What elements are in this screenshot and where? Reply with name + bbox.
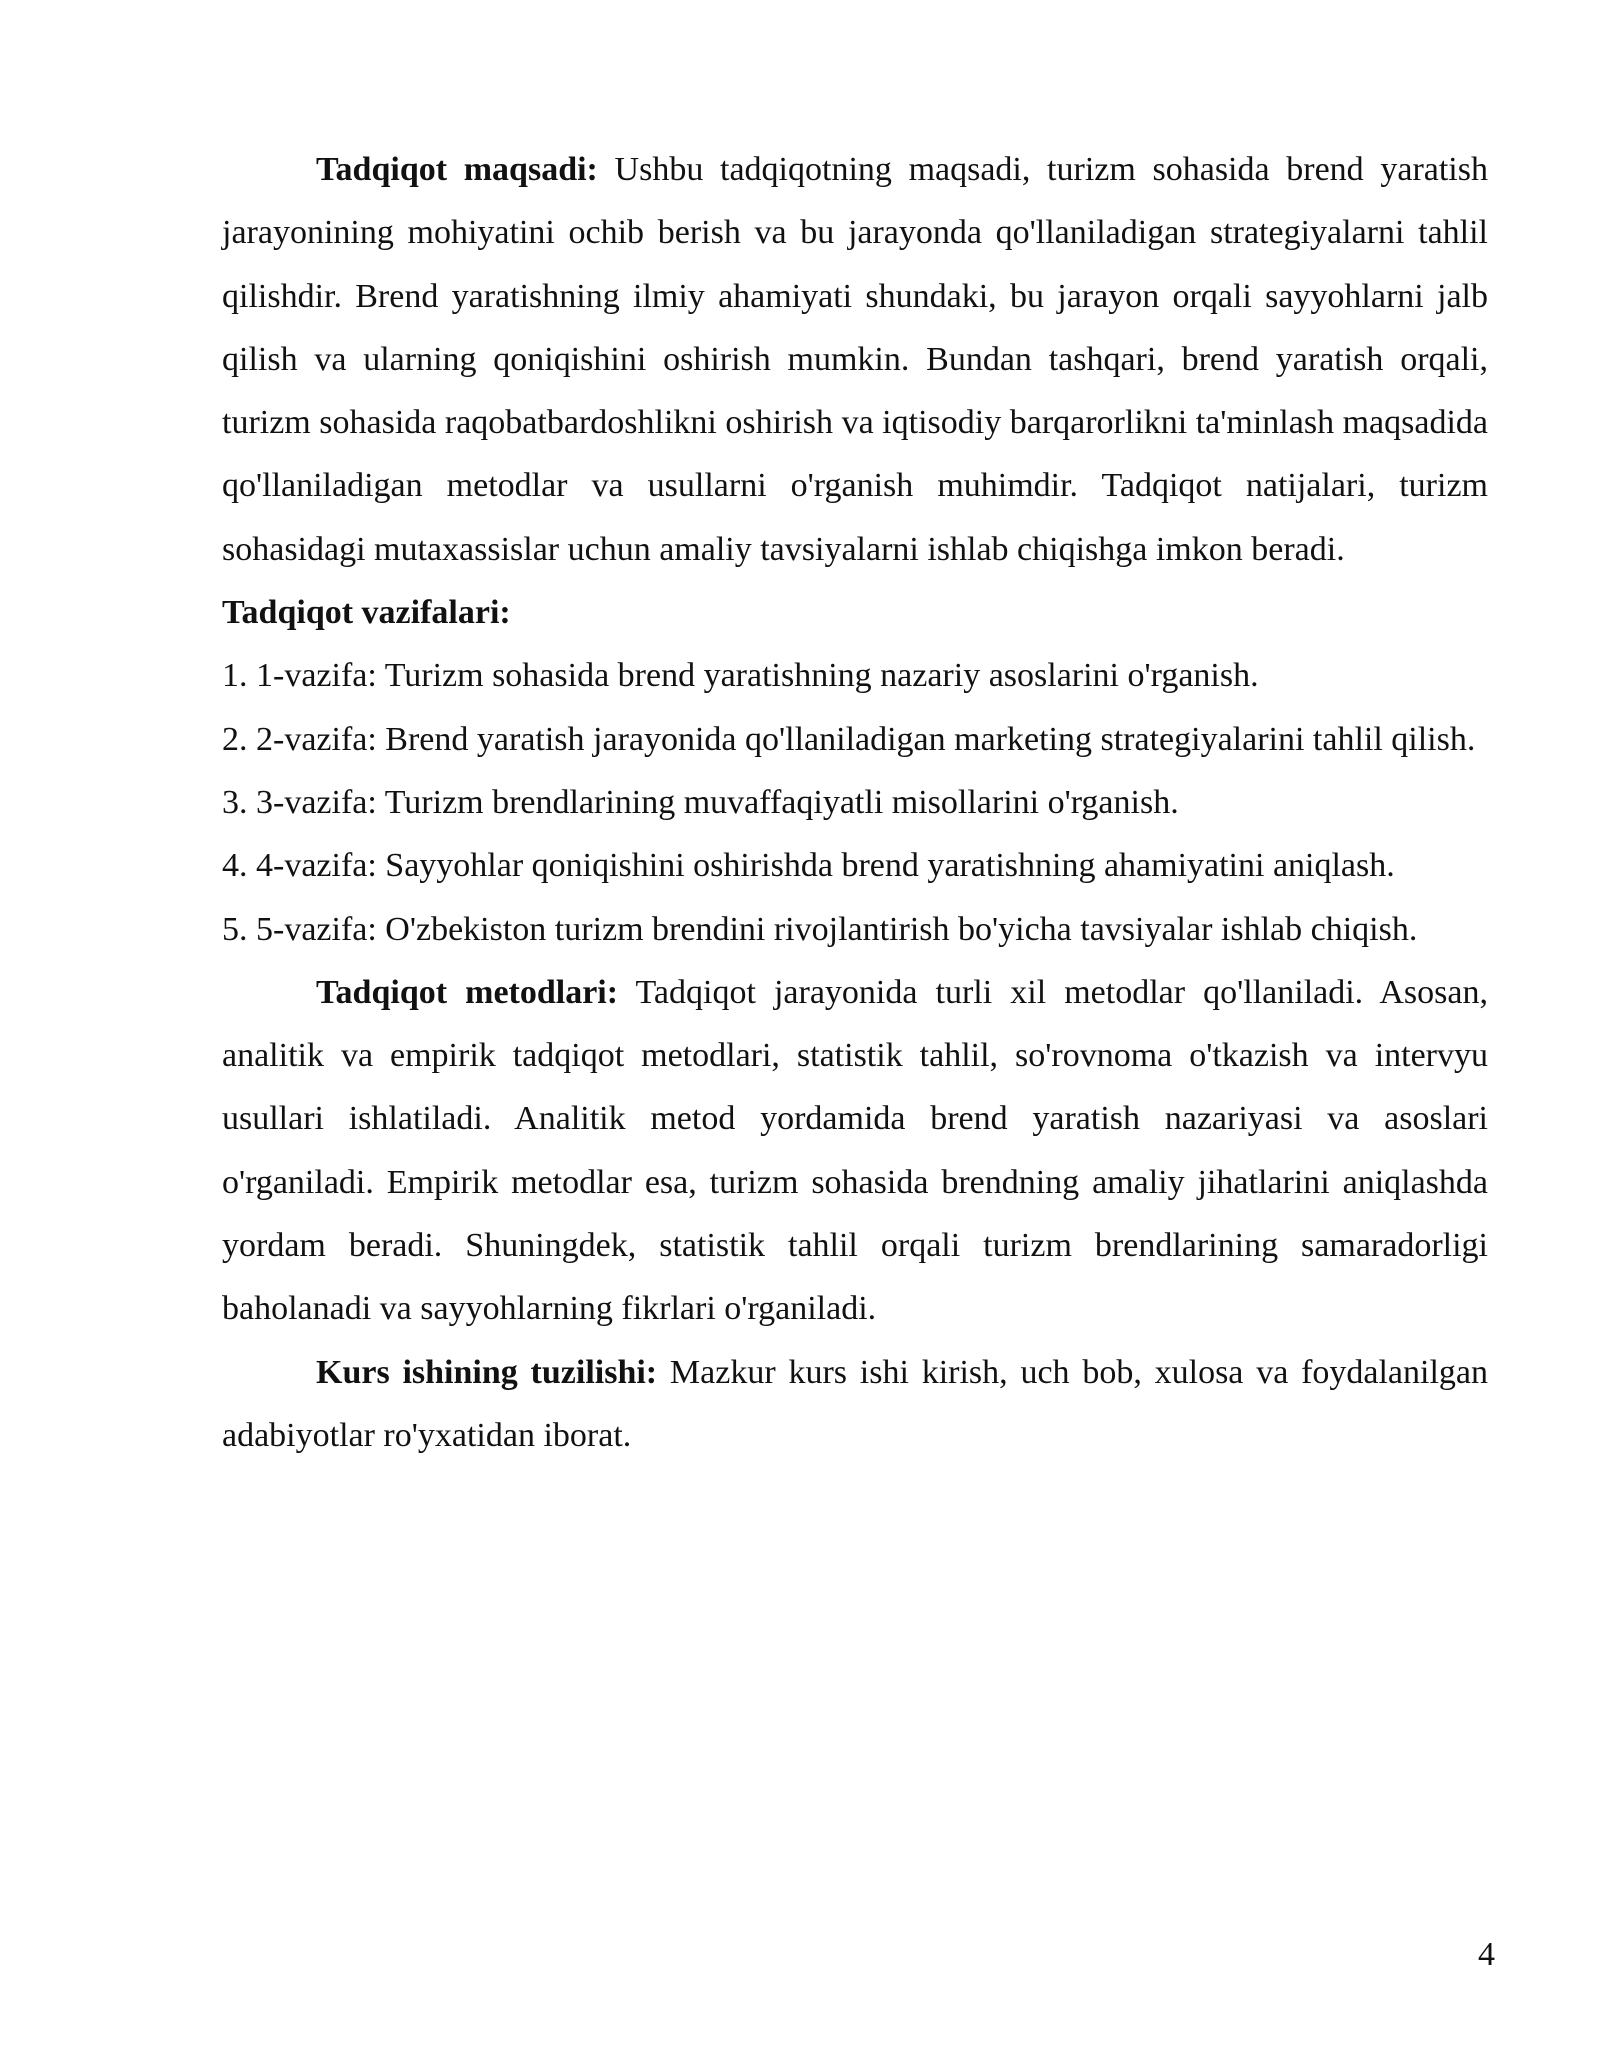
page-body: [222, 138, 1488, 1467]
task-item-3: 3. 3-vazifa: Turizm brendlarining muvaffaqiyatli misollarini o'rganish.: [222, 783, 1179, 821]
research-methods-label: Tadqiqot metodlari:: [316, 973, 619, 1011]
research-methods-text: Tadqiqot jarayonida turli xil metodlar qo'llaniladi. Asosan, analitik va empirik tadqiqot metodlari, statistik tahlil, so'rovnoma o'tkazish va intervyu usullari ishlatiladi. Analitik metod yordamida brend yaratish nazariyasi va asoslari o'rganiladi. Empirik metodlar esa, turizm sohasida brendning amaliy jihatlarini aniqlashda yordam beradi. Shuningdek, statistik tahlil orqali turizm brendlarining samaradorligi baholanadi va sayyohlarning fikrlari o'rganiladi.: [222, 973, 1488, 1328]
course-structure-label: Kurs ishining tuzilishi:: [316, 1353, 658, 1391]
research-goal-label: Tadqiqot maqsadi:: [316, 151, 598, 188]
task-item-5: 5. 5-vazifa: O'zbekiston turizm brendini rivojlantirish bo'yicha tavsiyalar ishlab chiqish.: [222, 910, 1418, 948]
page-number: 4: [1478, 1936, 1495, 1973]
research-methods-paragraph: [222, 961, 1488, 1341]
course-structure-text: Mazkur kurs ishi kirish, uch bob, xulosa va foydalanilgan adabiyotlar ro'yxatidan iborat.: [222, 1353, 1489, 1454]
task-item-4: 4. 4-vazifa: Sayyohlar qoniqishini oshirishda brend yaratishning ahamiyatini aniqlash.: [222, 847, 1395, 885]
course-structure-paragraph: [222, 1341, 1488, 1468]
research-goal-paragraph: [222, 138, 1488, 581]
task-item-2: 2. 2-vazifa: Brend yaratish jarayonida qo'llaniladigan marketing strategiyalarini tahlil qilish.: [222, 720, 1476, 758]
research-tasks-heading: Tadqiqot vazifalari:: [222, 594, 511, 632]
research-goal-text: Ushbu tadqiqotning maqsadi, turizm sohasida brend yaratish jarayonining mohiyatini ochib berish va bu jarayonda qo'llaniladigan strategiyalarni tahlil qilishdir. Brend yaratishning ilmiy ahamiyati shundaki, bu jarayon orqali sayyohlarni jalb qilish va ularning qoniqishini oshirish mumkin. Bundan tashqari, brend yaratish orqali, turizm sohasida raqobatbardoshlikni oshirish va iqtisodiy barqarorlikni ta'minlash maqsadida qo'llaniladigan metodlar va usullarni o'rganish muhimdir. Tadqiqot natijalari, turizm sohasidagi mutaxassislar uchun amaliy tavsiyalarni ishlab chiqishga imkon beradi.: [222, 151, 1488, 568]
task-item-1: 1. 1-vazifa: Turizm sohasida brend yaratishning nazariy asoslarini o'rganish.: [222, 657, 1259, 695]
